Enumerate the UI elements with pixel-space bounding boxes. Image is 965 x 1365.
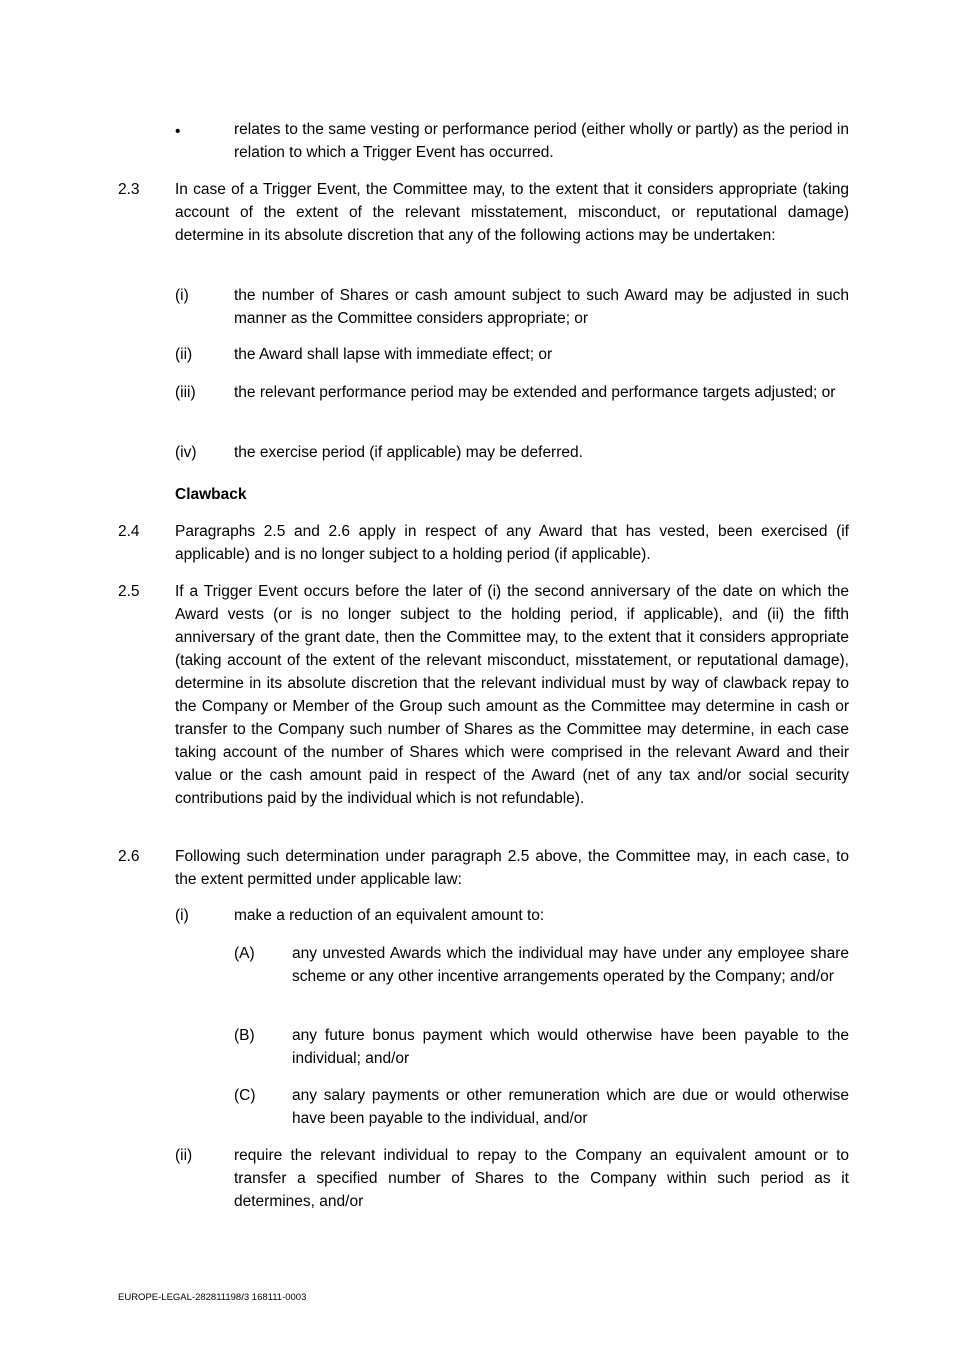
- subitem-label: (B): [234, 1027, 255, 1044]
- section-number-2-6: 2.6: [118, 848, 140, 865]
- section-text-2-6: Following such determination under paragraph 2.5 above, the Committee may, in each case, to the extent permitted under applicable law:: [175, 848, 849, 888]
- footer-reference: EUROPE-LEGAL-282811198/3 168111-0003: [118, 1292, 307, 1303]
- subitem-text: any salary payments or other remuneration which are due or would otherwise have been payable to the individual, and/or: [292, 1087, 849, 1127]
- bullet-text: relates to the same vesting or performance period (either wholly or partly) as the period in relation to which a Trigger Event has occurred.: [234, 121, 849, 161]
- subitem-label: (C): [234, 1087, 256, 1104]
- item-text: the Award shall lapse with immediate effect; or: [234, 346, 553, 363]
- clawback-heading: Clawback: [175, 486, 247, 503]
- section-text-2-4: Paragraphs 2.5 and 2.6 apply in respect of any Award that has vested, been exercised (if applicable) and is no longer subject to a holding period (if applicable).: [175, 523, 849, 563]
- section-number-2-4: 2.4: [118, 523, 140, 540]
- section-text-2-5: If a Trigger Event occurs before the later of (i) the second anniversary of the date on which the Award vests (or is no longer subject to the holding period, if applicable), and (ii) the fifth anniversary of the grant date, then the Committee may, to the extent that it considers appropriate (taking account of the extent of the relevant misconduct, misstatement, or reputational damage), determine in its absolute discretion that the relevant individual must by way of clawback repay to the Company or Member of the Group such amount as the Committee may determine in cash or transfer to the Company such number of Shares as the Committee may determine, in each case taking account of the number of Shares which were comprised in the relevant Award and their value or the cash amount paid in respect of the Award (net of any tax and/or social security contributions paid by the individual which is not refundable).: [175, 583, 849, 807]
- section-text-2-3: In case of a Trigger Event, the Committee may, to the extent that it considers appropriate (taking account of the extent of the relevant misstatement, misconduct, or reputational damage) determine in its absolute discretion that any of the following actions may be undertaken:: [175, 181, 849, 244]
- item-text: the number of Shares or cash amount subject to such Award may be adjusted in such manner as the Committee considers appropriate; or: [234, 287, 849, 327]
- subitem-text: any future bonus payment which would otherwise have been payable to the individual; and/or: [292, 1027, 849, 1067]
- bullet-glyph: •: [175, 123, 181, 140]
- item-text: the exercise period (if applicable) may be deferred.: [234, 444, 583, 461]
- section-number-2-5: 2.5: [118, 583, 140, 600]
- item-label: (ii): [175, 346, 193, 363]
- item-text: make a reduction of an equivalent amount to:: [234, 907, 545, 924]
- item-label: (i): [175, 907, 189, 924]
- subitem-text: any unvested Awards which the individual may have under any employee share scheme or any other incentive arrangements operated by the Company; and/or: [292, 945, 849, 985]
- item-text: the relevant performance period may be extended and performance targets adjusted; or: [234, 384, 836, 401]
- item-label: (i): [175, 287, 189, 304]
- item-label: (ii): [175, 1147, 193, 1164]
- item-label: (iii): [175, 384, 196, 401]
- item-label: (iv): [175, 444, 197, 461]
- subitem-label: (A): [234, 945, 255, 962]
- item-text: require the relevant individual to repay to the Company an equivalent amount or to transfer a specified number of Shares to the Company within such period as it determines, and/or: [234, 1147, 849, 1210]
- section-number-2-3: 2.3: [118, 181, 140, 198]
